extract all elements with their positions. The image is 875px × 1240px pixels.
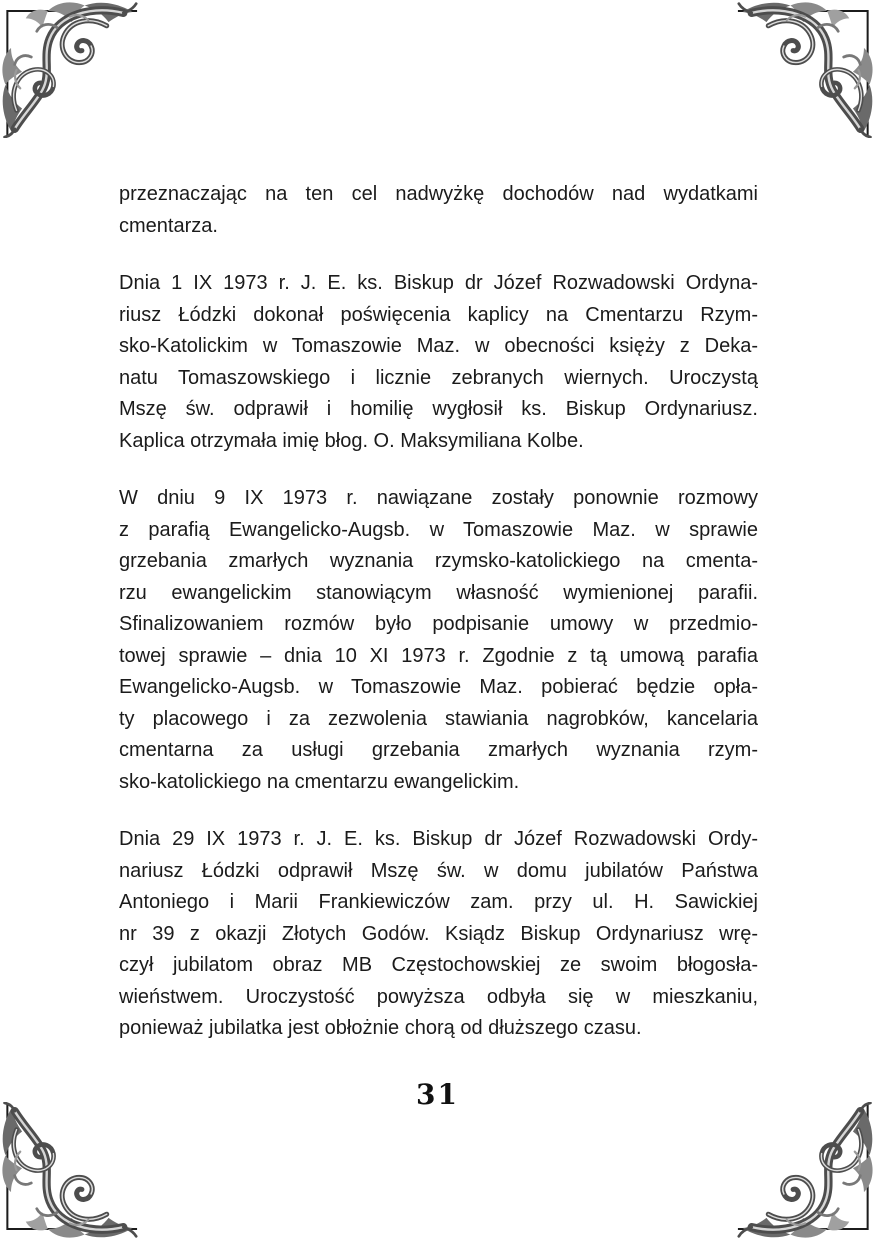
- text-line: towej sprawie – dnia 10 XI 1973 r. Zgodnie z tą umową parafia: [119, 644, 758, 667]
- corner-ornament-top-right-icon: [737, 0, 875, 138]
- text-line: rzu ewangelickim stanowiącym własność wymienionej parafii.: [119, 581, 758, 604]
- text-line: W dniu 9 IX 1973 r. nawiązane zostały ponownie rozmowy: [119, 487, 758, 509]
- text-line: riusz Łódzki dokonał poświęcenia kaplicy na Cmentarzu Rzym-: [119, 303, 758, 326]
- text-line: cmentarza.: [119, 214, 218, 237]
- text-line: Kaplica otrzymała imię błog. O. Maksymiliana Kolbe.: [119, 429, 584, 452]
- text-line: wieństwem. Uroczystość powyższa odbyła się w mieszkaniu,: [119, 985, 758, 1008]
- text-line: Ewangelicko-Augsb. w Tomaszowie Maz. pobierać będzie opła-: [119, 676, 758, 698]
- paragraph: [119, 824, 758, 1045]
- text-line: grzebania zmarłych wyznania rzymsko-katolickiego na cmenta-: [119, 550, 758, 572]
- text-line: cmentarna za usługi grzebania zmarłych wyznania rzym-: [119, 739, 758, 761]
- text-line: natu Tomaszowskiego i licznie zebranych wiernych. Uroczystą: [119, 366, 758, 389]
- text-line: ty placowego i za zezwolenia stawiania nagrobków, kancelaria: [119, 707, 758, 730]
- paragraph: [119, 268, 758, 457]
- corner-ornament-top-left-icon: [0, 0, 138, 138]
- text-line: nariusz Łódzki odprawił Mszę św. w domu jubilatów Państwa: [119, 859, 758, 882]
- text-line: Mszę św. odprawił i homilię wygłosił ks. Biskup Ordynariusz.: [119, 398, 758, 420]
- text-line: przeznaczając na ten cel nadwyżkę dochodów nad wydatkami: [119, 183, 758, 205]
- corner-ornament-bottom-left-icon: [0, 1102, 138, 1240]
- text-line: z parafią Ewangelicko-Augsb. w Tomaszowie Maz. w sprawie: [119, 518, 758, 541]
- text-body: [119, 179, 758, 1071]
- text-line: Dnia 29 IX 1973 r. J. E. ks. Biskup dr Józef Rozwadowski Ordy-: [119, 828, 758, 850]
- text-line: Antoniego i Marii Frankiewiczów zam. przy ul. H. Sawickiej: [119, 891, 758, 913]
- paragraph: [119, 179, 758, 242]
- corner-ornament-bottom-right-icon: [737, 1102, 875, 1240]
- text-line: czył jubilatom obraz MB Częstochowskiej ze swoim błogosła-: [119, 954, 758, 976]
- text-line: sko-Katolickim w Tomaszowie Maz. w obecności księży z Deka-: [119, 335, 758, 357]
- text-line: nr 39 z okazji Złotych Godów. Ksiądz Biskup Ordynariusz wrę-: [119, 922, 758, 945]
- text-line: Sfinalizowaniem rozmów było podpisanie umowy w przedmio-: [119, 613, 758, 635]
- page-number: 31: [416, 1078, 459, 1111]
- paragraph: [119, 483, 758, 798]
- text-line: sko-katolickiego na cmentarzu ewangelickim.: [119, 770, 520, 793]
- text-line: ponieważ jubilatka jest obłożnie chorą od dłuższego czasu.: [119, 1017, 642, 1039]
- text-line: Dnia 1 IX 1973 r. J. E. ks. Biskup dr Józef Rozwadowski Ordyna-: [119, 272, 758, 294]
